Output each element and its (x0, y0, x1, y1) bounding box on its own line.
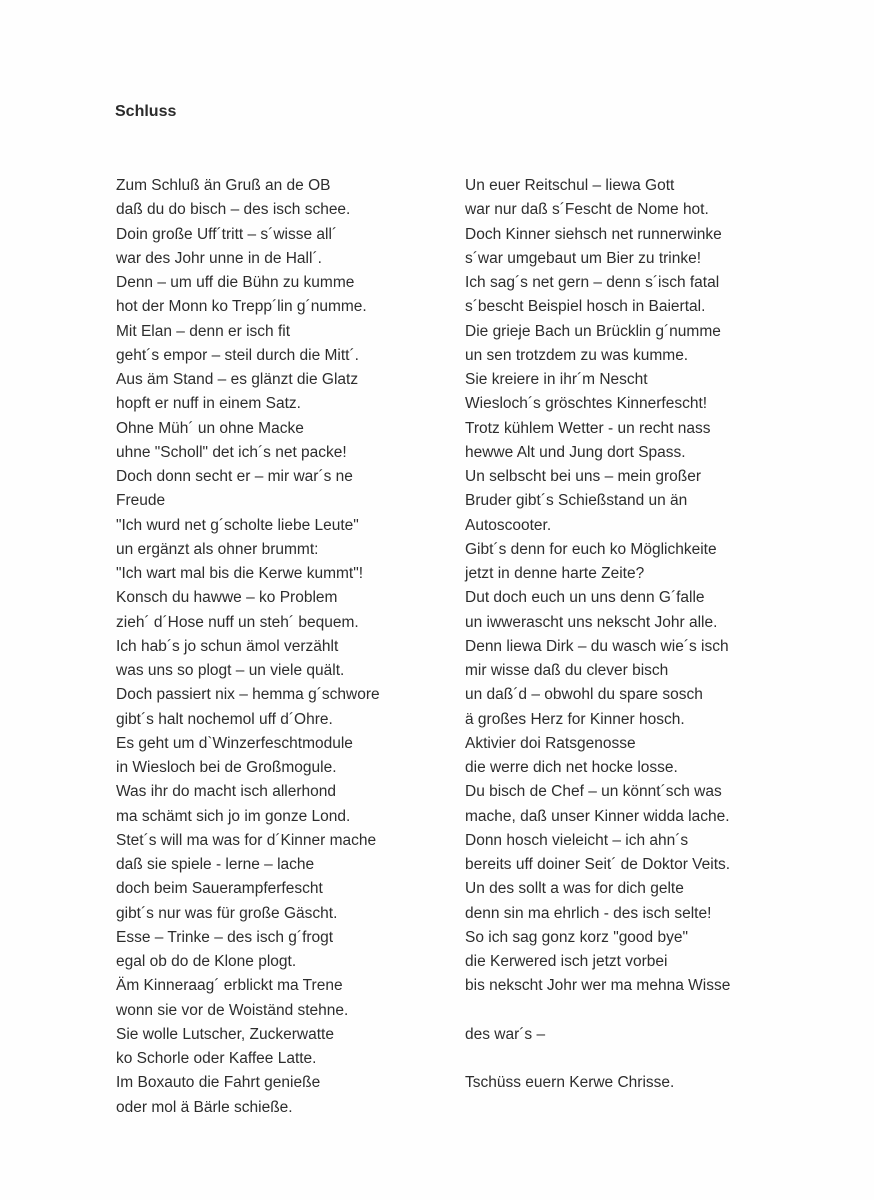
poem-line: die werre dich net hocke losse. (465, 759, 678, 776)
document-title: Schluss (115, 103, 177, 120)
poem-line: bereits uff doiner Seit´ de Doktor Veits. (465, 856, 731, 873)
poem-line: Autoscooter. (465, 516, 552, 534)
poem-line: Wiesloch´s gröschtes Kinnerfescht! (465, 395, 708, 413)
poem-line: "Ich wart mal bis die Kerwe kummt"! (116, 565, 364, 582)
poem-line: Äm Kinneraag´ erblickt ma Trene (116, 977, 343, 995)
poem-line: wonn sie vor de Woiständ stehne. (116, 1001, 349, 1019)
poem-line: Denn – um uff die Bühn zu kumme (116, 274, 355, 291)
poem-line: was uns so plogt – un viele quält. (116, 662, 345, 679)
poem-line: des war´s – (465, 1025, 546, 1043)
poem-line: Es geht um d`Winzerfeschtmodule (116, 734, 353, 752)
poem-line: Ich sag´s net gern – denn s´isch fatal (465, 274, 720, 291)
poem-line: denn sin ma ehrlich - des isch selte! (465, 904, 712, 922)
poem-line: Gibt´s denn for euch ko Möglichkeite (465, 540, 717, 558)
poem-line: Stet´s will ma was for d´Kinner mache (116, 831, 377, 849)
poem-line: Im Boxauto die Fahrt genieße (116, 1074, 321, 1092)
poem-line: mir wisse daß du clever bisch (465, 662, 669, 679)
poem-line: in Wiesloch bei de Großmogule. (116, 759, 337, 776)
poem-line: Zum Schluß än Gruß an de OB (116, 177, 331, 194)
poem-left-column (116, 174, 446, 1120)
poem-line: Dut doch euch un uns denn G´falle (465, 589, 705, 607)
poem-line: Bruder gibt´s Schießstand un än (465, 492, 688, 510)
poem-line: Sie kreiere in ihr´m Nescht (465, 371, 648, 388)
poem-line: un iwwerascht uns nekscht Johr alle. (465, 613, 718, 631)
poem-line: Du bisch de Chef – un könnt´sch was (465, 783, 722, 801)
poem-line: Esse – Trinke – des isch g´frogt (116, 928, 334, 946)
poem-line: So ich sag gonz korz "good bye" (465, 928, 688, 946)
poem-line: gibt´s nur was für große Gäscht. (116, 904, 338, 922)
poem-line: Doch donn secht er – mir war´s ne (116, 468, 353, 485)
poem-line: ma schämt sich jo im gonze Lond. (116, 807, 351, 825)
poem-line: hopft er nuff in einem Satz. (116, 395, 301, 413)
poem-line: Doin große Uff´tritt – s´wisse all´ (116, 225, 338, 243)
poem-line: un sen trotzdem zu was kumme. (465, 346, 689, 364)
poem-line: un daß´d – obwohl du spare sosch (465, 686, 703, 704)
poem-line: Doch Kinner siehsch net runnerwinke (465, 225, 722, 243)
poem-right-column (465, 174, 805, 1096)
poem-line: "Ich wurd net g´scholte liebe Leute" (116, 516, 359, 534)
poem-line: s´war umgebaut um Bier zu trinke! (465, 249, 702, 267)
poem-line: Un des sollt a was for dich gelte (465, 880, 684, 898)
poem-line: un ergänzt als ohner brummt: (116, 540, 319, 558)
poem-line: Konsch du hawwe – ko Problem (116, 589, 338, 607)
poem-line: daß sie spiele - lerne – lache (116, 856, 315, 873)
poem-line: Freude (116, 492, 166, 510)
poem-line: Donn hosch vieleicht – ich ahn´s (465, 831, 689, 849)
poem-line: geht´s empor – steil durch die Mitt´. (116, 346, 359, 364)
stanza-break (465, 1047, 805, 1071)
poem-line: war des Johr unne in de Hall´. (116, 249, 322, 267)
poem-line: Doch passiert nix – hemma g´schwore (116, 686, 380, 704)
poem-line: hewwe Alt und Jung dort Spass. (465, 443, 686, 461)
poem-line: ä großes Herz for Kinner hosch. (465, 710, 685, 728)
poem-line: ko Schorle oder Kaffee Latte. (116, 1050, 317, 1067)
poem-line: die Kerwered isch jetzt vorbei (465, 953, 668, 970)
poem-line: Tschüss euern Kerwe Chrisse. (465, 1074, 675, 1092)
poem-line: Ohne Müh´ un ohne Macke (116, 419, 304, 437)
poem-line: gibt´s halt nochemol uff d´Ohre. (116, 710, 333, 728)
poem-line: egal ob do de Klone plogt. (116, 953, 297, 970)
poem-line: Aus äm Stand – es glänzt die Glatz (116, 371, 359, 388)
poem-line: Aktivier doi Ratsgenosse (465, 734, 636, 752)
poem-line: oder mol ä Bärle schieße. (116, 1098, 293, 1116)
poem-line: Mit Elan – denn er isch fit (116, 322, 291, 340)
poem-line: jetzt in denne harte Zeite? (465, 565, 645, 582)
stanza-break (465, 999, 805, 1023)
poem-line: Sie wolle Lutscher, Zuckerwatte (116, 1025, 334, 1043)
poem-line: zieh´ d´Hose nuff un steh´ bequem. (116, 613, 359, 631)
poem-line: Un selbscht bei uns – mein großer (465, 468, 702, 485)
poem-line: Ich hab´s jo schun ämol verzählt (116, 637, 339, 655)
poem-line: daß du do bisch – des isch schee. (116, 201, 351, 219)
poem-line: war nur daß s´Fescht de Nome hot. (465, 201, 709, 219)
poem-line: doch beim Sauerampferfescht (116, 880, 323, 898)
poem-line: Trotz kühlem Wetter - un recht nass (465, 419, 711, 437)
poem-line: s´bescht Beispiel hosch in Baiertal. (465, 298, 706, 316)
poem-line: uhne "Scholl" det ich´s net packe! (116, 443, 347, 461)
poem-line: Die grieje Bach un Brücklin g´numme (465, 322, 721, 340)
poem-line: Was ihr do macht isch allerhond (116, 783, 336, 801)
poem-line: bis nekscht Johr wer ma mehna Wisse (465, 977, 731, 995)
poem-line: hot der Monn ko Trepp´lin g´numme. (116, 298, 367, 316)
poem-line: Un euer Reitschul – liewa Gott (465, 177, 675, 194)
poem-line: mache, daß unser Kinner widda lache. (465, 807, 730, 825)
poem-line: Denn liewa Dirk – du wasch wie´s isch (465, 637, 729, 655)
